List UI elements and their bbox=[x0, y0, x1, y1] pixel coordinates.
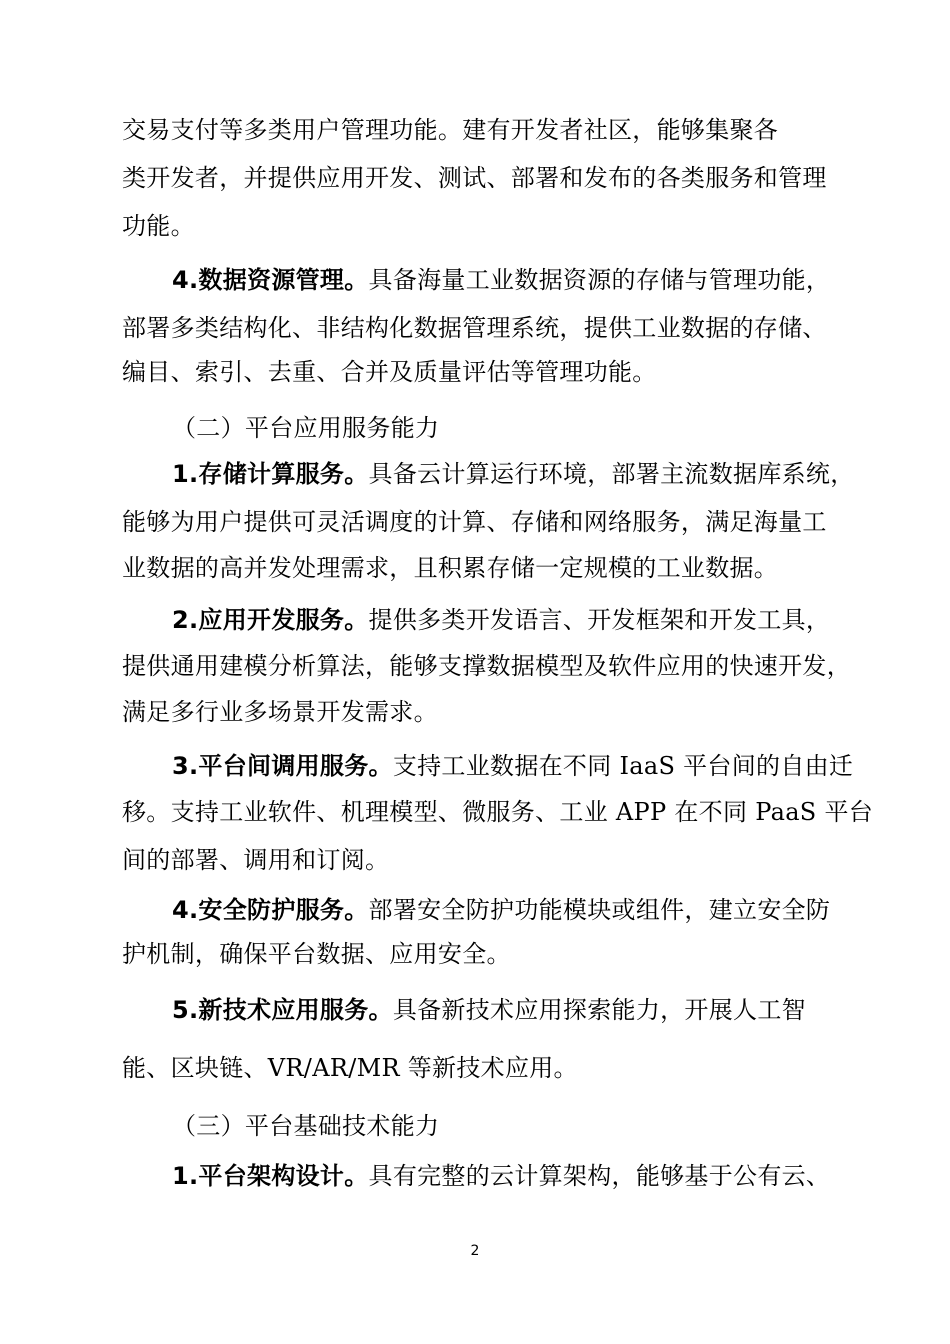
paragraph-text: 具有完整的云计算架构，能够基于公有云、 bbox=[368, 1162, 831, 1190]
paragraph-line bbox=[122, 506, 827, 538]
paragraph-line bbox=[122, 210, 195, 242]
paragraph-line bbox=[122, 356, 657, 388]
paragraph-line bbox=[172, 894, 830, 926]
paragraph-line bbox=[122, 114, 778, 146]
paragraph-lead: 4.安全防护服务。 bbox=[172, 896, 369, 924]
paragraph-line bbox=[172, 750, 853, 782]
paragraph-text: 能、区块链、VR/AR/MR 等新技术应用。 bbox=[122, 1054, 578, 1082]
paragraph-text: 部署多类结构化、非结构化数据管理系统，提供工业数据的存储、 bbox=[122, 314, 827, 342]
paragraph-lead: 2.应用开发服务。 bbox=[172, 606, 369, 634]
paragraph-text: 编目、索引、去重、合并及质量评估等管理功能。 bbox=[122, 358, 657, 386]
paragraph-lead: 1.存储计算服务。 bbox=[172, 460, 369, 488]
paragraph-line bbox=[172, 264, 830, 296]
paragraph-line bbox=[122, 938, 511, 970]
paragraph-line bbox=[122, 844, 389, 876]
paragraph-line bbox=[172, 458, 855, 490]
paragraph-line bbox=[172, 604, 830, 636]
paragraph-text: 类开发者，并提供应用开发、测试、部署和发布的各类服务和管理 bbox=[122, 164, 827, 192]
paragraph-lead: 4.数据资源管理。 bbox=[172, 266, 369, 294]
paragraph-text: 间的部署、调用和订阅。 bbox=[122, 846, 390, 874]
paragraph-line bbox=[172, 1160, 830, 1192]
paragraph-text: 具备海量工业数据资源的存储与管理功能， bbox=[368, 266, 831, 294]
paragraph-text: 满足多行业多场景开发需求。 bbox=[122, 698, 438, 726]
paragraph-text: 具备云计算运行环境，部署主流数据库系统， bbox=[368, 460, 855, 488]
paragraph-text: 业数据的高并发处理需求，且积累存储一定规模的工业数据。 bbox=[122, 554, 779, 582]
paragraph-line bbox=[122, 696, 438, 728]
paragraph-text: 移。支持工业软件、机理模型、微服务、工业 APP 在不同 PaaS 平台 bbox=[122, 798, 874, 826]
paragraph-text: 部署安全防护功能模块或组件，建立安全防 bbox=[368, 896, 831, 924]
paragraph-lead: 3.平台间调用服务。 bbox=[172, 752, 393, 780]
paragraph-text: 提供通用建模分析算法，能够支撑数据模型及软件应用的快速开发， bbox=[122, 652, 851, 680]
paragraph-line bbox=[172, 994, 806, 1026]
paragraph-line bbox=[122, 796, 873, 828]
section-heading bbox=[172, 1110, 439, 1142]
paragraph-text: 提供多类开发语言、开发框架和开发工具， bbox=[368, 606, 831, 634]
section-heading-text: （二）平台应用服务能力 bbox=[172, 414, 440, 442]
paragraph-lead: 5.新技术应用服务。 bbox=[172, 996, 393, 1024]
paragraph-line bbox=[122, 162, 827, 194]
paragraph-line bbox=[122, 312, 827, 344]
paragraph-line bbox=[122, 650, 851, 682]
paragraph-text: 护机制，确保平台数据、应用安全。 bbox=[122, 940, 511, 968]
paragraph-text: 支持工业数据在不同 IaaS 平台间的自由迁 bbox=[392, 752, 854, 780]
section-heading-text: （三）平台基础技术能力 bbox=[172, 1112, 440, 1140]
paragraph-lead: 1.平台架构设计。 bbox=[172, 1162, 369, 1190]
paragraph-text: 具备新技术应用探索能力，开展人工智 bbox=[392, 996, 806, 1024]
paragraph-line bbox=[122, 1052, 578, 1084]
section-heading bbox=[172, 412, 439, 444]
page-number: 2 bbox=[470, 1243, 480, 1259]
paragraph-text: 功能。 bbox=[122, 212, 195, 240]
paragraph-text: 能够为用户提供可灵活调度的计算、存储和网络服务，满足海量工 bbox=[122, 508, 827, 536]
paragraph-line bbox=[122, 552, 778, 584]
paragraph-text: 交易支付等多类用户管理功能。建有开发者社区，能够集聚各 bbox=[122, 116, 779, 144]
